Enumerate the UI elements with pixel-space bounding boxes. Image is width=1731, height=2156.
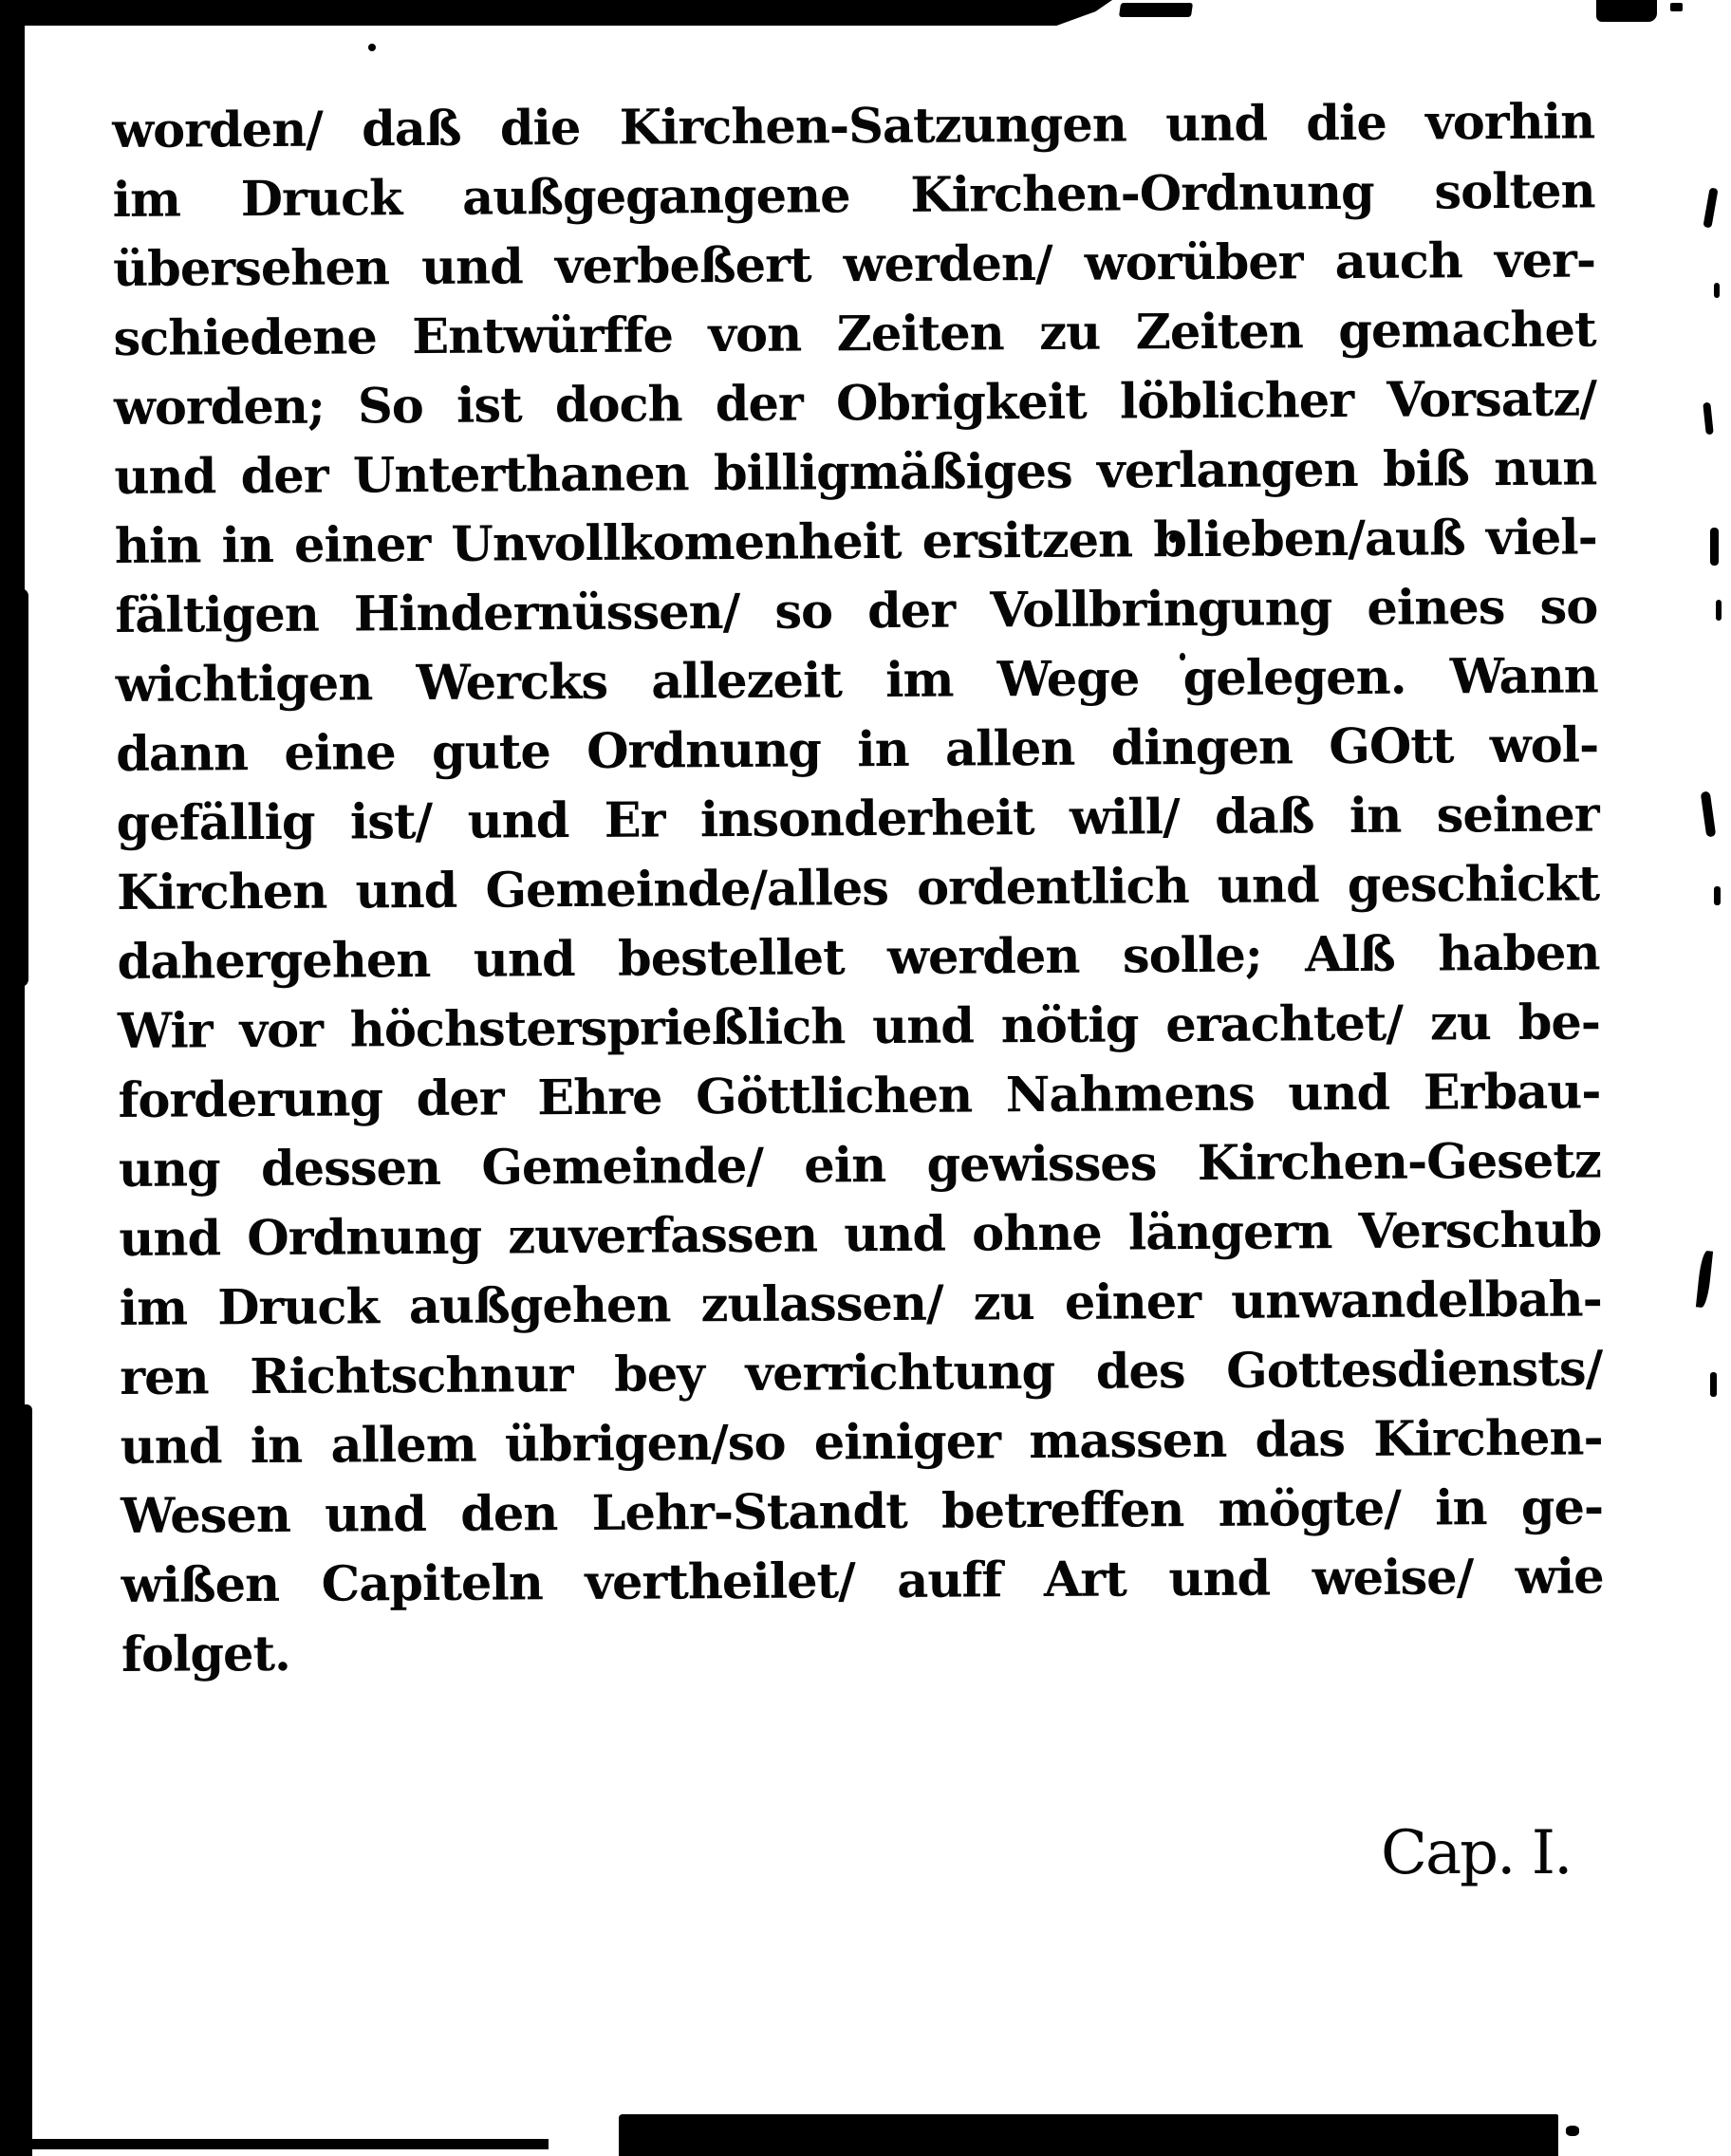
text-line: worden; So ist doch der Obrigkeit löblicher Vorsatz/ bbox=[113, 370, 1597, 437]
text-line: dahergehen und bestellet werden solle; Alß haben bbox=[117, 924, 1600, 991]
text-line: folget. bbox=[121, 1625, 290, 1683]
scan-mark-top-right-small bbox=[1670, 3, 1683, 11]
ink-speck bbox=[1714, 283, 1720, 298]
text-line: und der Unterthanen billigmäßiges verlangen biß nun bbox=[114, 439, 1597, 506]
text-line: fältigen Hindernüssen/ so der Vollbringung eines so bbox=[115, 578, 1598, 644]
text-line: und in allem übrigen/so einiger massen das Kirchen- bbox=[120, 1409, 1603, 1476]
scan-border-bottom-thin bbox=[25, 2139, 549, 2149]
body-text bbox=[112, 87, 1604, 1690]
ink-speck bbox=[1710, 1372, 1717, 1397]
text-line: wichtigen Wercks allezeit im Wege gelegen. Wann bbox=[115, 647, 1598, 714]
text-line: gefällig ist/ und Er insonderheit will/ daß in seiner bbox=[116, 786, 1599, 852]
text-line: schiedene Entwürffe von Zeiten zu Zeiten gemachet bbox=[113, 301, 1596, 367]
scan-mark-bottom bbox=[1566, 2126, 1579, 2136]
scan-border-top-dash bbox=[1119, 3, 1193, 17]
text-line: im Druck außgehen zulassen/ zu einer unwandelbah- bbox=[119, 1271, 1602, 1337]
text-line: ren Richtschnur bey verrichtung des Gottesdiensts/ bbox=[120, 1340, 1603, 1406]
ink-speck bbox=[1714, 886, 1721, 905]
scan-border-left-lower bbox=[0, 1404, 32, 2156]
text-line: Kirchen und Gemeinde/alles ordentlich und geschickt bbox=[116, 855, 1600, 921]
ink-speck bbox=[1710, 528, 1719, 566]
scan-border-top bbox=[0, 0, 1112, 26]
ink-speck bbox=[1716, 600, 1722, 621]
scan-mark-top-right bbox=[1596, 0, 1657, 22]
catchword: Cap. I. bbox=[1381, 1818, 1572, 1888]
text-line: Wir vor höchstersprießlich und nötig erachtet/ zu be- bbox=[117, 994, 1601, 1060]
scan-border-bottom-thick bbox=[619, 2114, 1558, 2156]
ink-speck bbox=[1703, 188, 1718, 229]
text-line: im Druck außgegangene Kirchen-Ordnung solten bbox=[112, 162, 1595, 229]
text-line: übersehen und verbeßert werden/ worüber auch ver- bbox=[112, 232, 1596, 298]
text-line: hin in einer Unvollkomenheit ersitzen blieben/auß viel- bbox=[114, 509, 1598, 575]
text-line: und Ordnung zuverfassen und ohne längern Verschub bbox=[119, 1201, 1602, 1268]
ink-speck bbox=[1701, 791, 1717, 838]
ink-speck bbox=[1696, 1251, 1713, 1309]
text-line: wißen Capiteln vertheilet/ auff Art und weise/ wie bbox=[121, 1548, 1604, 1614]
scan-border-left-bulge bbox=[0, 588, 28, 987]
ink-speck bbox=[368, 44, 376, 51]
text-line: Wesen und den Lehr-Standt betreffen mögte/ in ge- bbox=[120, 1478, 1604, 1545]
text-line: worden/ daß die Kirchen-Satzungen und die vorhin bbox=[112, 93, 1595, 159]
text-line: forderung der Ehre Göttlichen Nahmens und Erbau- bbox=[118, 1063, 1601, 1129]
ink-speck bbox=[1703, 402, 1714, 436]
text-line: ung dessen Gemeinde/ ein gewisses Kirchen-Gesetz bbox=[118, 1132, 1602, 1199]
text-line: dann eine gute Ordnung in allen dingen GOtt wol- bbox=[116, 716, 1599, 783]
